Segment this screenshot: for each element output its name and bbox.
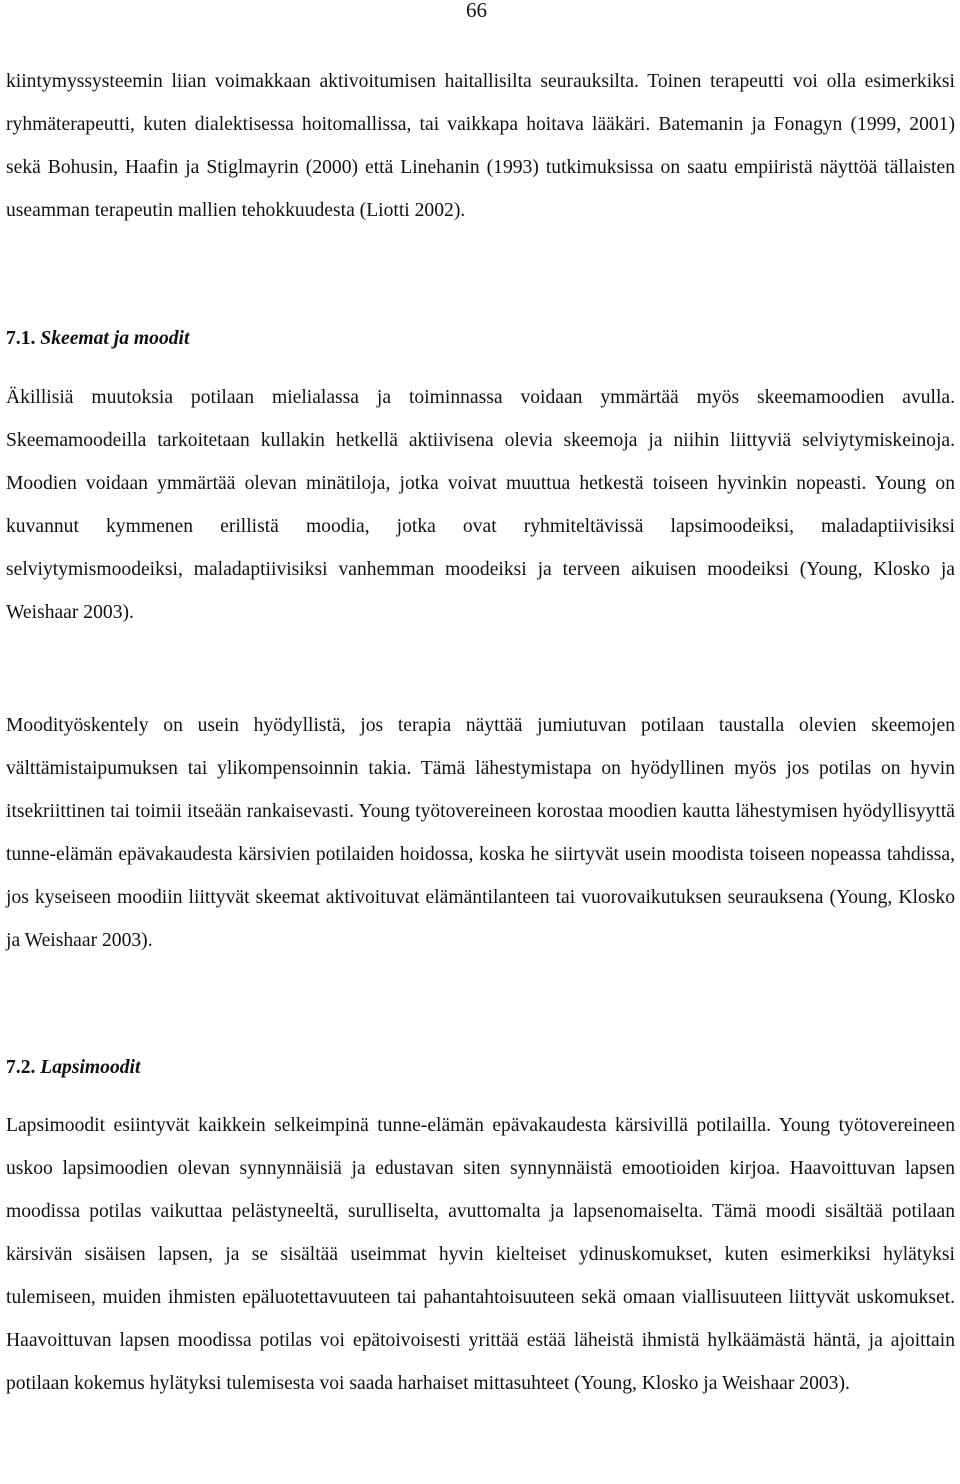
section-number: 7.2. <box>6 1057 36 1078</box>
section-heading-7-2 <box>6 1046 140 1089</box>
section-heading-7-1 <box>6 317 189 360</box>
paragraph-mode-work: Moodityöskentely on usein hyödyllistä, jos terapia näyttää jumiutuvan potilaan taustalla olevien skeemojen välttämistaipumuksen tai ylikompensoinnin takia. Tämä lähestymistapa on hyödyllinen myös jos potilas on hyvin itsekriittinen tai toimii itseään rankaisevasti. Young työtovereineen korostaa moodien kautta lähestymisen hyödyllisyyttä tunne-elämän epävakaudesta kärsivien potilaiden hoidossa, koska he siirtyvät usein moodista toiseen nopeassa tahdissa, jos kyseiseen moodiin liittyvät skeemat aktivoituvat elämäntilanteen tai vuorovaikutuksen seurauksena (Young, Klosko ja Weishaar 2003). <box>6 715 955 951</box>
section-title: Lapsimoodit <box>40 1057 141 1078</box>
paragraph-child-modes: Lapsimoodit esiintyvät kaikkein selkeimpinä tunne-elämän epävakaudesta kärsivillä potilailla. Young työtovereineen uskoo lapsimoodien olevan synnynnäisiä ja edustavan siten synnynnäistä emootioiden kirjoa. Haavoittuvan lapsen moodissa potilas vaikuttaa pelästyneeltä, surulliselta, avuttomalta ja lapsenomaiselta. Tämä moodi sisältää potilaan kärsivän sisäisen lapsen, ja se sisältää useimmat hyvin kielteiset ydinuskomukset, kuten esimerkiksi hylätyksi tulemiseen, muiden ihmisten epäluotettavuuteen tai pahantahtoisuuteen sekä omaan viallisuuteen liittyvät uskomukset. Haavoittuvan lapsen moodissa potilas voi epätoivoisesti yrittää estää läheistä ihmistä hylkäämästä häntä, ja ajoittain potilaan kokemus hylätyksi tulemisesta voi saada harhaiset mittasuhteet (Young, Klosko ja Weishaar 2003). <box>6 1115 955 1394</box>
page-number: 66 <box>466 0 487 22</box>
section-number: 7.1. <box>6 328 36 349</box>
section-title: Skeemat ja moodit <box>40 328 190 349</box>
paragraph-therapist-models: kiintymyssysteemin liian voimakkaan aktivoitumisen haitallisilta seurauksilta. Toinen terapeutti voi olla esimerkiksi ryhmäterapeutti, kuten dialektisessa hoitomallissa, tai vaikkapa hoitava lääkäri. Batemanin ja Fonagyn (1999, 2001) sekä Bohusin, Haafin ja Stiglmayrin (2000) että Linehanin (1993) tutkimuksissa on saatu empiiristä näyttöä tällaisten useamman terapeutin mallien tehokkuudesta (Liotti 2002). <box>6 71 955 221</box>
paragraph-schema-modes: Äkillisiä muutoksia potilaan mielialassa ja toiminnassa voidaan ymmärtää myös skeemamoodien avulla. Skeemamoodeilla tarkoitetaan kullakin hetkellä aktiivisena olevia skeemoja ja niihin liittyviä selviytymiskeinoja. Moodien voidaan ymmärtää olevan minätiloja, jotka voivat muuttua hetkestä toiseen hyvinkin nopeasti. Young on kuvannut kymmenen erillistä moodia, jotka ovat ryhmiteltävissä lapsimoodeiksi, maladaptiivisiksi selviytymismoodeiksi, maladaptiivisiksi vanhemman moodeiksi ja terveen aikuisen moodeiksi (Young, Klosko ja Weishaar 2003). <box>6 387 955 623</box>
